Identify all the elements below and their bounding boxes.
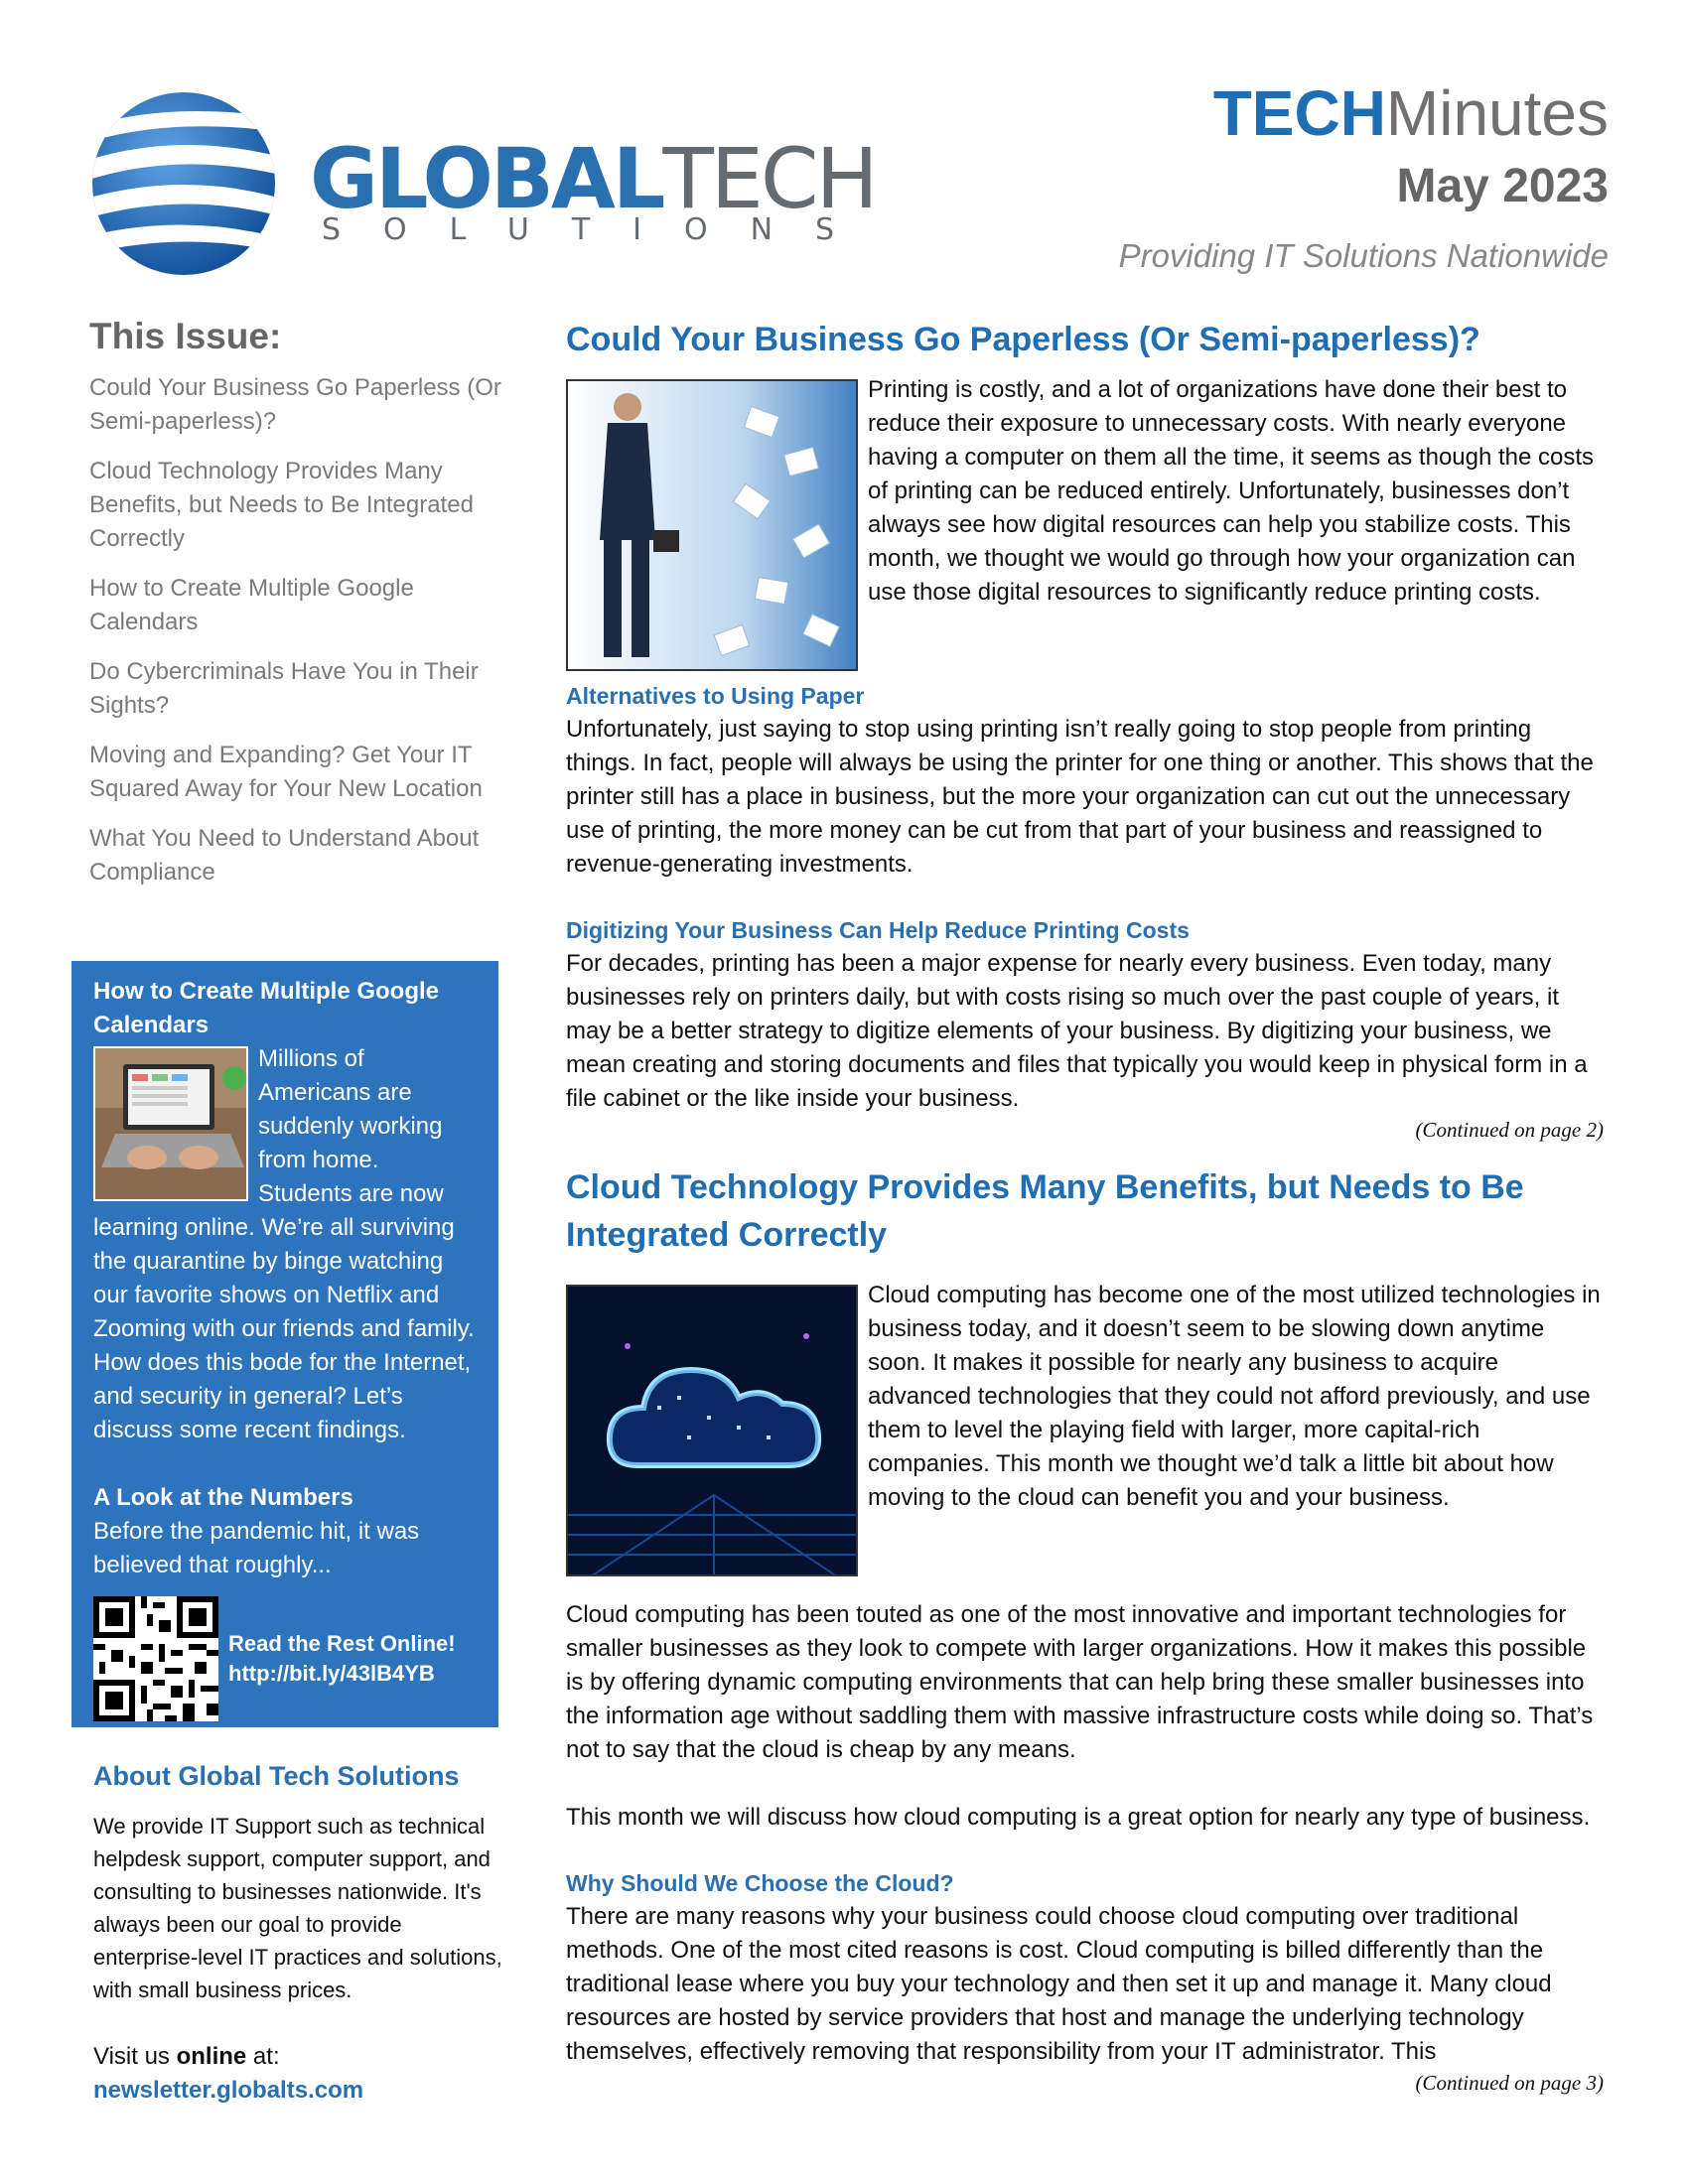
issue-item[interactable]: Could Your Business Go Paperless (Or Semi-paperless)?	[89, 374, 501, 435]
businessman-paper-image	[566, 379, 858, 671]
article-subheading: Alternatives to Using Paper	[566, 683, 865, 709]
article-paragraph: For decades, printing has been a major expense for nearly every business. Even today, many businesses rely on printers daily, but with costs rising so much over the past couple of years, it may be a better strategy to digitize elements of your business. By digitizing your business, we mean creating and storing documents and files that typically you would keep in physical form in a file cabinet or the like inside your business.	[566, 950, 1588, 1112]
feature-subbody: Before the pandemic hit, it was believed that roughly...	[93, 1518, 420, 1578]
issue-item[interactable]: Do Cybercriminals Have You in Their Sights?	[89, 658, 479, 719]
read-more-link[interactable]: Read the Rest Online!	[228, 1631, 456, 1656]
article-subheading: Digitizing Your Business Can Help Reduce Printing Costs	[566, 917, 1190, 943]
continued-note: (Continued on page 3)	[1415, 2071, 1604, 2095]
tagline: Providing IT Solutions Nationwide	[1118, 237, 1609, 274]
about-heading: About Global Tech Solutions	[93, 1761, 460, 1791]
feature-subheading: A Look at the Numbers	[93, 1484, 353, 1511]
sidebar	[89, 316, 506, 905]
masthead	[1118, 77, 1609, 275]
website-link[interactable]: newsletter.globalts.com	[93, 2077, 364, 2104]
laptop-calendar-image	[93, 1046, 248, 1201]
article-subheading: Why Should We Choose the Cloud?	[566, 1870, 954, 1896]
issue-item[interactable]: Cloud Technology Provides Many Benefits, but Needs to Be Integrated Correctly	[89, 458, 474, 552]
article-paragraph: Unfortunately, just saying to stop using printing isn’t really going to stop people from printing things. In fact, people will always be using the printer for one thing or another. This shows that the printer still has a place in business, but the more your organization can cut out the unnecessary use of printing, the more money can be cut from that part of your business and reassigned to revenue-generating investments.	[566, 716, 1594, 878]
article-paragraph: Cloud computing has been touted as one of the most innovative and important technologies for smaller businesses as they look to compete with larger organizations. How it makes this possible is by offering dynamic computing environments that can help bring these smaller businesses into the information age without saddling them with massive infrastructure costs while doing so. That’s not to say that the cloud is cheap by any means.	[566, 1601, 1594, 1763]
short-url-link[interactable]: http://bit.ly/43lB4YB	[228, 1661, 435, 1686]
logo-subtitle: SOLUTIONS	[322, 212, 878, 247]
article-intro: Printing is costly, and a lot of organizations have done their best to reduce their exposure to unnecessary costs. With nearly everyone having a computer on them all the time, it seems as though the costs of printing can be reduced entirely. Unfortunately, businesses don’t always see how digital resources can help you stabilize costs. This month, we thought we would go through how your organization can use those digital resources to significantly reduce printing costs.	[868, 376, 1595, 606]
article-intro: Cloud computing has become one of the most utilized technologies in business today, and it doesn’t seem to be slowing down anytime soon. It makes it possible for nearly any business to acquire advanced technologies that they could not afford previously, and use them to level the playing field with larger, more capital-rich companies. This month we thought we’d talk a little bit about how moving to the cloud can benefit you and your business.	[868, 1282, 1601, 1511]
article-paragraph: There are many reasons why your business could choose cloud computing over traditional methods. One of the most cited reasons is cost. Cloud computing is billed differently than the traditional lease where you buy your technology and then set it up and manage it. Many cloud resources are hosted by service providers that host and manage the underlying technology themselves, effectively removing that responsibility from your IT administrator. This	[566, 1903, 1552, 2065]
article-paragraph: This month we will discuss how cloud computing is a great option for nearly any type of business.	[566, 1804, 1591, 1831]
article-title: Could Your Business Go Paperless (Or Semi-paperless)?	[566, 321, 1480, 358]
company-logo	[89, 89, 878, 278]
continued-note: (Continued on page 2)	[1415, 1118, 1604, 1142]
issue-list	[89, 371, 506, 889]
visit-line: Visit us online at:	[93, 2043, 280, 2070]
feature-title: How to Create Multiple Google Calendars	[93, 978, 440, 1038]
issue-item[interactable]: Moving and Expanding? Get Your IT Squared Away for Your New Location	[89, 742, 483, 802]
article-title: Cloud Technology Provides Many Benefits, but Needs to Be Integrated Correctly	[566, 1168, 1524, 1254]
main-content	[566, 316, 1604, 2097]
feature-body: Millions of Americans are suddenly working from home. Students are now learning online. We’re all surviving the quarantine by binge watching our favorite shows on Netflix and Zooming with our friends and family. How does this bode for the Internet, and security in general? Let’s discuss some recent findings.	[93, 1045, 475, 1443]
logo-wordmark: GLOBALTECH	[310, 130, 876, 227]
issue-heading: This Issue:	[89, 316, 282, 356]
issue-date: May 2023	[1396, 160, 1609, 212]
newsletter-title: TECHMinutes	[1212, 77, 1609, 149]
cloud-technology-image	[566, 1285, 858, 1576]
issue-item[interactable]: How to Create Multiple Google Calendars	[89, 575, 414, 635]
issue-item[interactable]: What You Need to Understand About Compliance	[89, 825, 480, 886]
about-body: We provide IT Support such as technical helpdesk support, computer support, and consulting to businesses nationwide. It's always been our goal to provide enterprise-level IT practices and solutions, with small business prices.	[93, 1814, 502, 2002]
about-section	[93, 1761, 510, 2108]
feature-box	[71, 961, 498, 1727]
globe-logo-icon	[89, 89, 278, 278]
qr-code-icon[interactable]	[93, 1596, 218, 1721]
